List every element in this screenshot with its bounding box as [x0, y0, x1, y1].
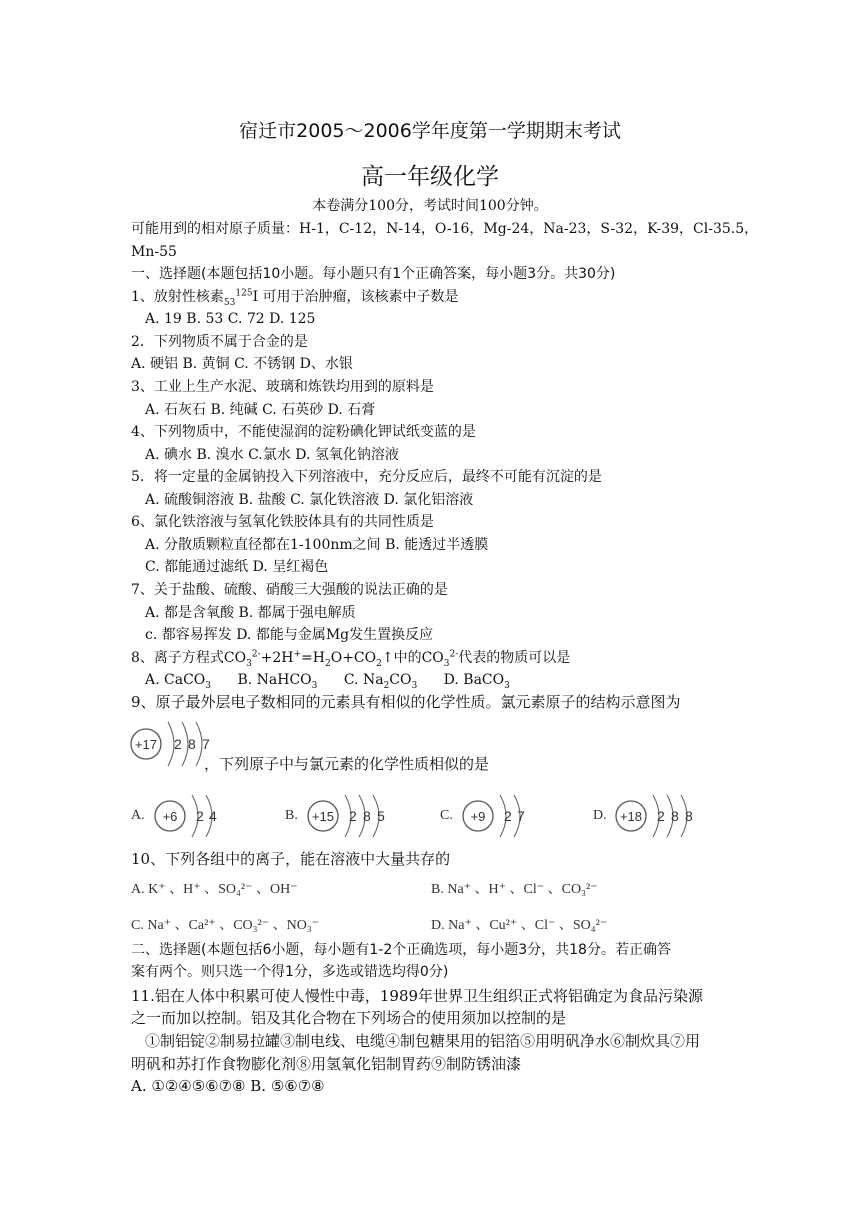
question-9-continuation: ，下列原子中与氯元素的化学性质相似的是 [204, 755, 490, 773]
question-6-options-1: A. 分散质颗粒直径都在1-100nm之间 B. 能透过半透膜 [145, 537, 489, 553]
question-1-options: A. 19 B. 53 C. 72 D. 125 [145, 311, 316, 327]
question-4: 4、下列物质中，不能使湿润的淀粉碘化钾试纸变蓝的是 [131, 424, 476, 440]
question-10: 10、下列各组中的离子，能在溶液中大量共存的 [131, 850, 451, 868]
svg-text:2: 2 [349, 808, 357, 824]
svg-text:7: 7 [202, 736, 210, 752]
exam-title: 宿迁市2005～2006学年度第一学期期末考试 [239, 120, 621, 142]
q9-option-c-diagram [460, 793, 540, 839]
q10-option-b: B. Na⁺ 、H⁺ 、Cl⁻ 、CO₃²⁻ [431, 882, 598, 897]
question-8: 8、离子方程式$CO_3^{2-}+2H^+=H_2O+CO_2↑$中的$CO_3^{2-}$代表的物质可以是 [131, 649, 571, 669]
question-4-options: A. 碘水 B. 溴水 C.氯水 D. 氢氧化钠溶液 [145, 447, 399, 463]
q9-option-d-diagram [613, 793, 705, 839]
svg-text:8: 8 [685, 808, 693, 824]
q10-option-c: C. Na⁺ 、Ca²⁺ 、CO₃²⁻ 、NO₃⁻ [131, 918, 320, 933]
svg-text:+18: +18 [619, 809, 643, 824]
question-7-options-1: A. 都是含氧酸 B. 都属于强电解质 [145, 605, 356, 621]
svg-text:2: 2 [174, 736, 182, 752]
q10-option-a: A. K⁺ 、H⁺ 、SO₄²⁻ 、OH⁻ [131, 882, 298, 897]
question-9: 9、原子最外层电子数相同的元素具有相似的化学性质。氯元素原子的结构示意图为 [131, 693, 681, 711]
q9-option-a-diagram [150, 793, 230, 839]
q9-option-d-label: D. [593, 808, 607, 823]
question-11-line2: 之一而加以控制。铝及其化合物在下列场合的使用须加以控制的是 [131, 1009, 567, 1027]
question-5: 5．将一定量的金属钠投入下列溶液中，充分反应后，最终不可能有沉淀的是 [131, 469, 602, 485]
section2-heading-line1: 二、选择题(本题包括6小题，每小题有1-2个正确选项，每小题3分，共18分。若正确答 [131, 942, 671, 958]
exam-info: 本卷满分100分，考试时间100分钟。 [312, 198, 548, 214]
svg-text:8: 8 [188, 736, 196, 752]
svg-text:2: 2 [504, 808, 512, 824]
q9-option-b-label: B. [285, 808, 298, 823]
svg-text:2: 2 [196, 808, 204, 824]
svg-text:7: 7 [517, 808, 525, 824]
question-3-options: A. 石灰石 B. 纯碱 C. 石英砂 D. 石膏 [145, 402, 376, 418]
svg-text:5: 5 [377, 808, 385, 824]
q9-option-b-diagram [305, 793, 397, 839]
q10-option-d: D. Na⁺ 、Cu²⁺ 、Cl⁻ 、SO₄²⁻ [431, 918, 608, 933]
atomic-masses-line1: 可能用到的相对原子质量：H-1，C-12，N-14，O-16，Mg-24，Na-23，S-32，K-39，Cl-35.5， [131, 221, 759, 237]
exam-subtitle: 高一年级化学 [361, 164, 499, 190]
svg-text:+6: +6 [162, 809, 178, 824]
question-11-options: A. ①②④⑤⑥⑦⑧ B. ⑤⑥⑦⑧ [131, 1077, 325, 1095]
section2-heading-line2: 案有两个。则只选一个得1分，多选或错选均得0分) [131, 964, 449, 980]
question-7-options-2: c. 都容易挥发 D. 都能与金属Mg发生置换反应 [145, 627, 434, 643]
q9-option-c-label: C. [440, 808, 453, 823]
q9-option-a-label: A. [131, 808, 145, 823]
question-2-options: A. 硬铝 B. 黄铜 C. 不锈钢 D、水银 [131, 356, 353, 372]
svg-text:4: 4 [209, 808, 217, 824]
svg-text:+9: +9 [470, 809, 486, 824]
question-11-line3: ①制铝锭②制易拉罐③制电线、电缆④制包糖果用的铝箔⑤用明矾净水⑥制炊具⑦用 [145, 1032, 701, 1050]
svg-text:8: 8 [671, 808, 679, 824]
question-7: 7、关于盐酸、硫酸、硝酸三大强酸的说法正确的是 [131, 582, 448, 598]
question-6-options-2: C. 都能通过滤纸 D. 呈红褐色 [145, 559, 329, 575]
question-11-line4: 明矾和苏打作食物膨化剂⑧用氢氧化铝制胃药⑨制防锈油漆 [131, 1055, 522, 1073]
svg-text:2: 2 [657, 808, 665, 824]
cl-nucleus: +17 [134, 737, 158, 752]
question-5-options: A. 硫酸铜溶液 B. 盐酸 C. 氯化铁溶液 D. 氯化铝溶液 [145, 492, 474, 508]
atomic-masses-line2: Mn-55 [131, 244, 177, 260]
question-6: 6、氯化铁溶液与氢氧化铁胶体具有的共同性质是 [131, 514, 434, 530]
question-3: 3、工业上生产水泥、玻璃和炼铁均用到的原料是 [131, 379, 434, 395]
svg-text:+15: +15 [311, 809, 335, 824]
question-2: 2．下列物质不属于合金的是 [131, 334, 308, 350]
question-11-line1: 11.铝在人体中积累可使人慢性中毒，1989年世界卫生组织正式将铝确定为食品污染源 [131, 987, 704, 1005]
section1-heading: 一、选择题(本题包括10小题。每小题只有1个正确答案，每小题3分。共30分) [131, 266, 616, 282]
question-8-options: A. CaCO$_3$ B. NaHCO$_3$ C. $Na_2CO_3$ D. BaCO$_3$ [145, 672, 510, 691]
svg-text:8: 8 [363, 808, 371, 824]
question-1: 1、放射性核素$_{53}^{125}$I 可用于治肿瘤，该核素中子数是 [131, 288, 459, 308]
